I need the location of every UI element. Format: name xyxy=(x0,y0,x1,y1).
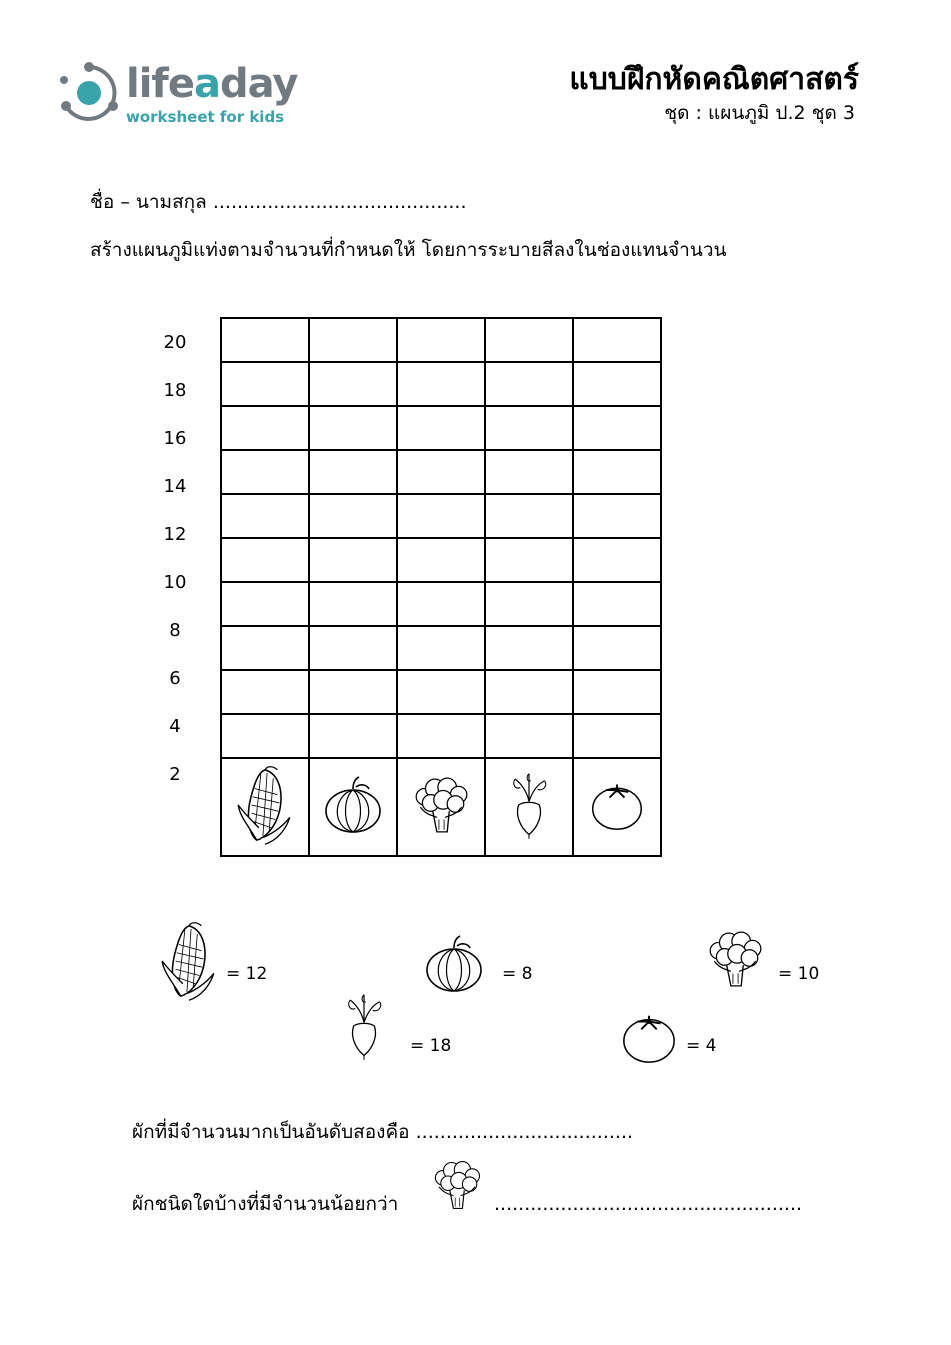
grid-cell-cauliflower[interactable] xyxy=(397,626,485,670)
grid-cell-corn[interactable] xyxy=(221,538,309,582)
grid-row xyxy=(221,318,661,362)
grid-cell-corn[interactable] xyxy=(221,494,309,538)
grid-cell-tomato[interactable] xyxy=(573,582,661,626)
grid-cell-cauliflower[interactable] xyxy=(397,670,485,714)
logo-wordmark: lifeaday xyxy=(126,61,298,107)
grid-row xyxy=(221,494,661,538)
question-2: ผักชนิดใดบ้างที่มีจำนวนน้อยกว่า xyxy=(132,1193,399,1215)
grid-cell-corn[interactable] xyxy=(221,406,309,450)
grid-cell-tomato[interactable] xyxy=(573,626,661,670)
question-1: ผักที่มีจำนวนมากเป็นอันดับสองคือ .................................... xyxy=(132,1121,634,1143)
grid-cell-tomato[interactable] xyxy=(573,406,661,450)
tomato-icon xyxy=(589,777,645,833)
grid-cell-beet[interactable] xyxy=(485,494,573,538)
grid-cell-cauliflower[interactable] xyxy=(397,406,485,450)
page-subtitle: ชุด : แผนภูมิ ป.2 ชุด 3 xyxy=(664,102,855,124)
grid-cell-tomato[interactable] xyxy=(573,714,661,758)
lifeaday-logo xyxy=(58,60,298,132)
category-cell-pumpkin xyxy=(309,758,397,856)
grid-row xyxy=(221,406,661,450)
grid-cell-pumpkin[interactable] xyxy=(309,318,397,362)
grid-cell-beet[interactable] xyxy=(485,626,573,670)
name-field-line[interactable]: ชื่อ – นามสกุล .......................................... xyxy=(90,191,467,213)
y-tick-label: 18 xyxy=(163,380,187,401)
grid-cell-beet[interactable] xyxy=(485,318,573,362)
beet-icon xyxy=(338,988,390,1064)
grid-row xyxy=(221,582,661,626)
grid-cell-corn[interactable] xyxy=(221,582,309,626)
grid-cell-beet[interactable] xyxy=(485,582,573,626)
grid-cell-tomato[interactable] xyxy=(573,450,661,494)
legend-value-cauliflower: = 10 xyxy=(778,964,820,984)
grid-cell-pumpkin[interactable] xyxy=(309,626,397,670)
grid-row xyxy=(221,626,661,670)
bar-chart-grid xyxy=(220,317,662,857)
grid-row xyxy=(221,362,661,406)
grid-cell-pumpkin[interactable] xyxy=(309,538,397,582)
grid-row xyxy=(221,538,661,582)
grid-cell-tomato[interactable] xyxy=(573,362,661,406)
grid-cell-corn[interactable] xyxy=(221,626,309,670)
grid-cell-cauliflower[interactable] xyxy=(397,538,485,582)
y-tick-label: 16 xyxy=(163,428,187,449)
legend-value-tomato: = 4 xyxy=(686,1036,717,1056)
grid-cell-beet[interactable] xyxy=(485,406,573,450)
grid-cell-beet[interactable] xyxy=(485,670,573,714)
category-cell-beet xyxy=(485,758,573,856)
category-cell-tomato xyxy=(573,758,661,856)
cauliflower-icon xyxy=(410,774,472,836)
grid-cell-cauliflower[interactable] xyxy=(397,450,485,494)
grid-cell-tomato[interactable] xyxy=(573,670,661,714)
grid-cell-tomato[interactable] xyxy=(573,318,661,362)
grid-cell-corn[interactable] xyxy=(221,450,309,494)
grid-cell-pumpkin[interactable] xyxy=(309,406,397,450)
grid-cell-pumpkin[interactable] xyxy=(309,670,397,714)
grid-row xyxy=(221,714,661,758)
question-2-answer-line[interactable]: ................................................... xyxy=(494,1193,803,1215)
y-tick-label: 2 xyxy=(169,764,181,785)
grid-cell-corn[interactable] xyxy=(221,670,309,714)
instruction-text: สร้างแผนภูมิแท่งตามจำนวนที่กำหนดให้ โดยการระบายสีลงในช่องแทนจำนวน xyxy=(90,239,727,261)
grid-cell-corn[interactable] xyxy=(221,714,309,758)
grid-cell-pumpkin[interactable] xyxy=(309,362,397,406)
y-tick-label: 8 xyxy=(169,620,181,641)
pumpkin-icon xyxy=(323,775,383,835)
grid-cell-tomato[interactable] xyxy=(573,538,661,582)
grid-cell-cauliflower[interactable] xyxy=(397,362,485,406)
legend-value-corn: = 12 xyxy=(226,964,268,984)
grid-cell-pumpkin[interactable] xyxy=(309,582,397,626)
cauliflower-icon xyxy=(704,928,766,990)
grid-cell-cauliflower[interactable] xyxy=(397,318,485,362)
logo-tagline: worksheet for kids xyxy=(126,108,285,126)
grid-cell-corn[interactable] xyxy=(221,318,309,362)
category-row xyxy=(221,758,661,856)
grid-cell-corn[interactable] xyxy=(221,362,309,406)
cauliflower-icon xyxy=(430,1158,484,1212)
corn-icon xyxy=(158,918,220,1004)
legend-value-pumpkin: = 8 xyxy=(502,964,533,984)
legend-value-beet: = 18 xyxy=(410,1036,452,1056)
grid-row xyxy=(221,450,661,494)
category-cell-cauliflower xyxy=(397,758,485,856)
logo-mark-icon xyxy=(58,62,120,124)
grid-cell-pumpkin[interactable] xyxy=(309,714,397,758)
grid-cell-cauliflower[interactable] xyxy=(397,714,485,758)
grid-cell-beet[interactable] xyxy=(485,714,573,758)
grid-cell-tomato[interactable] xyxy=(573,494,661,538)
corn-icon xyxy=(234,763,296,847)
grid-cell-cauliflower[interactable] xyxy=(397,582,485,626)
grid-cell-beet[interactable] xyxy=(485,362,573,406)
y-tick-label: 4 xyxy=(169,716,181,737)
y-tick-label: 12 xyxy=(163,524,187,545)
grid-cell-cauliflower[interactable] xyxy=(397,494,485,538)
y-tick-label: 6 xyxy=(169,668,181,689)
y-tick-label: 14 xyxy=(163,476,187,497)
page-title: แบบฝึกหัดคณิตศาสตร์ xyxy=(569,62,859,97)
y-tick-label: 20 xyxy=(163,332,187,353)
tomato-icon xyxy=(620,1008,678,1066)
grid-cell-beet[interactable] xyxy=(485,450,573,494)
category-cell-corn xyxy=(221,758,309,856)
grid-cell-beet[interactable] xyxy=(485,538,573,582)
grid-cell-pumpkin[interactable] xyxy=(309,494,397,538)
pumpkin-icon xyxy=(424,934,484,994)
beet-icon xyxy=(503,767,555,843)
grid-cell-pumpkin[interactable] xyxy=(309,450,397,494)
y-tick-label: 10 xyxy=(163,572,187,593)
grid-row xyxy=(221,670,661,714)
